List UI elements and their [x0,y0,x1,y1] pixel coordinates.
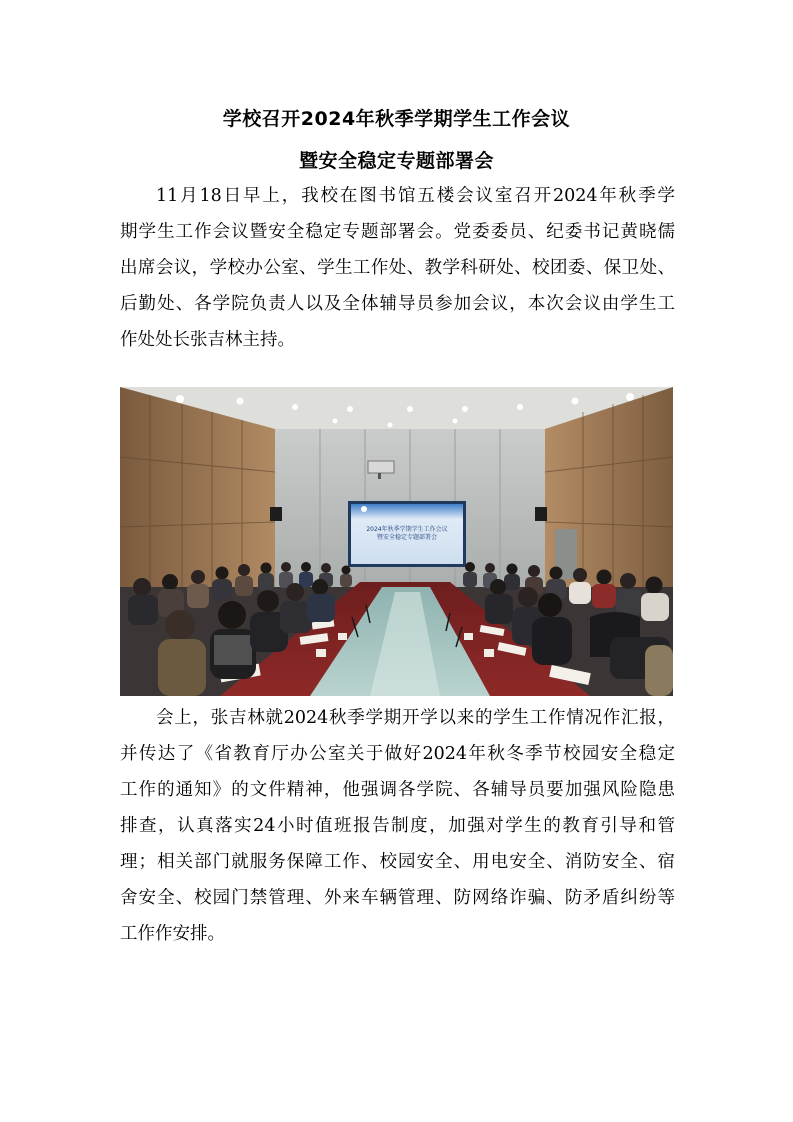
paragraph-line: 11月18日早上，我校在图书馆五楼会议室召开2024年秋季学 [156,186,675,206]
paragraph-intro [120,178,675,358]
paragraph-line: 舍安全、校园门禁管理、外来车辆管理、防网络诈骗、防矛盾纠纷等 [120,888,675,908]
paragraph-report [120,700,675,952]
paragraph-line: 出席会议，学校办公室、学生工作处、教学科研处、校团委、保卫处、 [120,258,675,278]
paragraph-line: 排查，认真落实24小时值班报告制度，加强对学生的教育引导和管 [120,816,675,836]
paragraph-line: 工作的通知》的文件精神，他强调各学院、各辅导员要加强风险隐患 [120,780,675,800]
paragraph-line: 工作作安排。 [120,924,225,944]
paragraph-line: 并传达了《省教育厅办公室关于做好2024年秋冬季节校园安全稳定 [120,744,675,764]
paragraph-line: 后勤处、各学院负责人以及全体辅导员参加会议，本次会议由学生工 [120,294,675,314]
paragraph-line: 理；相关部门就服务保障工作、校园安全、用电安全、消防安全、宿 [120,852,675,872]
paragraph-line: 作处处长张吉林主持。 [120,330,295,350]
paragraph-line: 会上，张吉林就2024秋季学期开学以来的学生工作情况作汇报， [156,708,675,728]
slide-title-line-1: 2024年秋季学期学生工作会议 [366,526,448,533]
meeting-photo [120,387,673,696]
title-line-1: 学校召开2024年秋季学期学生工作会议 [222,108,571,130]
title-line-2: 暨安全稳定专题部署会 [298,150,494,172]
paragraph-line: 期学生工作会议暨安全稳定专题部署会。党委委员、纪委书记黄晓儒 [120,222,675,242]
slide-title-line-2: 暨安全稳定专题部署会 [376,534,438,541]
